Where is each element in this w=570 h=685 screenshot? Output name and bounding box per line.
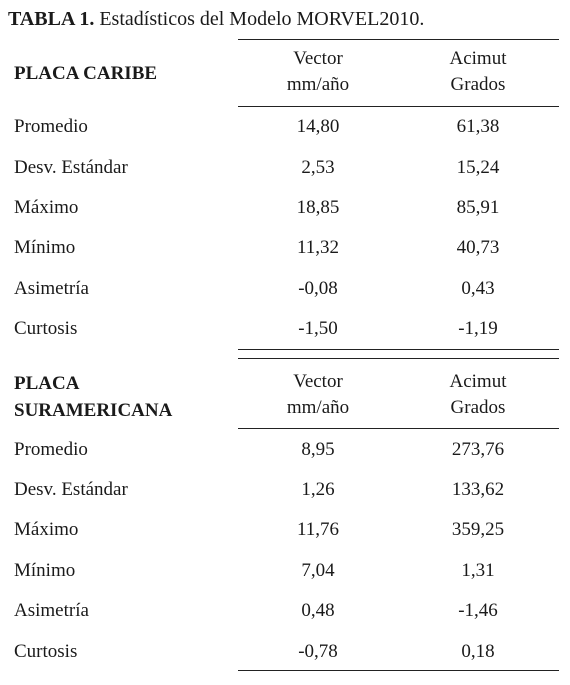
cell-vector: 14,80 — [296, 116, 340, 137]
col-head-acimut-line2: Grados — [450, 74, 506, 95]
cell-vector: -0,08 — [298, 278, 338, 299]
row-label: Promedio — [14, 116, 88, 137]
top-rule — [238, 39, 559, 40]
cell-acimut: 0,18 — [461, 641, 495, 662]
row-label: Asimetría — [14, 600, 89, 621]
cell-acimut: 15,24 — [456, 157, 500, 178]
row-label: Curtosis — [14, 641, 78, 662]
section-title-line2: SURAMERICANA — [14, 400, 173, 421]
cell-acimut: 133,62 — [451, 479, 505, 500]
cell-acimut: 0,43 — [461, 278, 495, 299]
col-head-vector-line1: Vector — [293, 371, 343, 392]
cell-vector: 11,32 — [296, 237, 340, 258]
caption-label: TABLA 1. — [8, 8, 95, 30]
cell-vector: 1,26 — [301, 479, 335, 500]
cell-acimut: 85,91 — [456, 197, 500, 218]
col-head-vector-line1: Vector — [293, 48, 343, 69]
cell-vector: -0,78 — [298, 641, 338, 662]
col-head-acimut-line1: Acimut — [449, 371, 507, 392]
cell-acimut: -1,46 — [458, 600, 498, 621]
cell-vector: 7,04 — [301, 560, 335, 581]
section-title-suramericana — [14, 370, 172, 424]
cell-acimut: 40,73 — [456, 237, 500, 258]
row-label: Máximo — [14, 197, 79, 218]
section-divider-rule-2 — [238, 358, 559, 359]
cell-vector: -1,50 — [298, 318, 338, 339]
row-label: Máximo — [14, 519, 79, 540]
col-head-acimut-line2: Grados — [450, 397, 506, 418]
cell-vector: 0,48 — [301, 600, 335, 621]
cell-acimut: 273,76 — [451, 439, 505, 460]
section-title-line1: PLACA — [14, 373, 80, 394]
table-caption — [8, 8, 424, 31]
col-head-acimut-line1: Acimut — [449, 48, 507, 69]
cell-vector: 18,85 — [296, 197, 340, 218]
cell-vector: 8,95 — [301, 439, 335, 460]
row-label: Desv. Estándar — [14, 157, 128, 178]
col-head-acimut — [403, 46, 553, 98]
header-rule — [238, 428, 559, 429]
row-label: Mínimo — [14, 237, 76, 258]
cell-acimut: 1,31 — [461, 560, 495, 581]
bottom-rule — [238, 670, 559, 671]
row-label: Desv. Estándar — [14, 479, 128, 500]
col-head-vector-line2: mm/año — [286, 397, 350, 418]
cell-vector: 2,53 — [301, 157, 335, 178]
cell-acimut: 61,38 — [456, 116, 500, 137]
section-title-caribe: PLACA CARIBE — [14, 63, 158, 84]
header-rule — [238, 106, 559, 107]
col-head-acimut — [403, 369, 553, 421]
row-label: Mínimo — [14, 560, 76, 581]
section-divider-rule-1 — [238, 349, 559, 350]
row-label: Asimetría — [14, 278, 89, 299]
row-label: Promedio — [14, 439, 88, 460]
cell-acimut: 359,25 — [451, 519, 505, 540]
caption-text: Estadísticos del Modelo MORVEL2010. — [94, 8, 425, 30]
col-head-vector — [243, 369, 393, 421]
cell-acimut: -1,19 — [458, 318, 498, 339]
cell-vector: 11,76 — [296, 519, 340, 540]
row-label: Curtosis — [14, 318, 78, 339]
col-head-vector — [243, 46, 393, 98]
col-head-vector-line2: mm/año — [286, 74, 350, 95]
